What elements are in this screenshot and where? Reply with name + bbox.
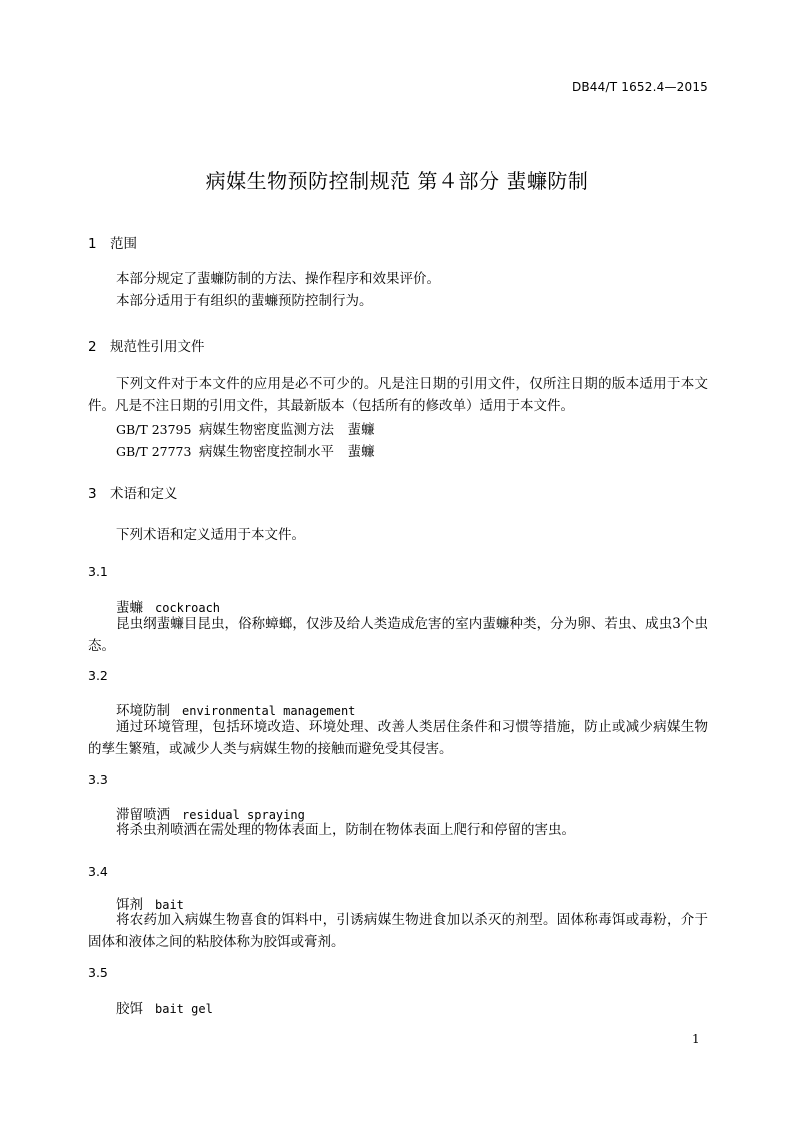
paragraph: 本部分规定了蜚蠊防制的方法、操作程序和效果评价。 [116,271,440,287]
term-number: 3.2 [88,668,108,683]
term-entry [116,803,305,823]
term-number: 3.1 [88,564,108,579]
section-title: 范围 [110,236,137,252]
term-definition: 将农药加入病媒生物喜食的饵料中，引诱病媒生物进食加以杀灭的剂型。固体称毒饵或毒粉，介于固体和液体之间的粘胶体称为胶饵或膏剂。 [88,912,708,950]
standard-code: DB44/T 1652.4—2015 [571,80,708,94]
term-entry [116,997,213,1017]
section-heading-2 [88,335,205,355]
section-heading-1 [88,232,137,252]
term-number: 3.3 [88,772,108,787]
term-zh: 蜚蠊 [116,600,143,616]
paragraph: 下列文件对于本文件的应用是必不可少的。凡是注日期的引用文件，仅所注日期的版本适用于本文件。凡是不注日期的引用文件，其最新版本（包括所有的修改单）适用于本文件。 [88,376,708,414]
term-zh: 环境防制 [116,703,170,719]
term-definition: 昆虫纲蜚蠊目昆虫，俗称蟑螂，仅涉及给人类造成危害的室内蜚蠊种类，分为卵、若虫、成虫3个虫态。 [88,616,708,654]
term-zh: 饵剂 [116,897,143,913]
term-en: cockroach [155,601,221,615]
term-number: 3.5 [88,965,108,980]
section-number: 1 [88,236,97,252]
reference-name: 病媒生物密度监测方法 蜚蠊 [199,422,375,438]
reference-name: 病媒生物密度控制水平 蜚蠊 [199,444,375,460]
term-en: residual spraying [182,808,305,822]
term-zh: 胶饵 [116,1001,143,1017]
section-number: 2 [88,339,97,355]
term-number: 3.4 [88,864,108,879]
section-title: 规范性引用文件 [110,339,205,355]
normative-reference [116,418,375,438]
section-heading-3 [88,482,178,502]
section-number: 3 [88,486,97,502]
paragraph: 下列术语和定义适用于本文件。 [116,527,305,543]
reference-code: GB/T 27773 [116,444,192,459]
paragraph: 本部分适用于有组织的蜚蠊预防控制行为。 [116,293,373,309]
normative-reference [116,440,375,460]
document-title: 病媒生物预防控制规范 第４部分 蜚蠊防制 [205,169,589,193]
page-number: 1 [692,1032,700,1046]
section-title: 术语和定义 [110,486,178,502]
reference-code: GB/T 23795 [116,422,192,437]
term-en: bait gel [155,1002,213,1016]
term-en: environmental management [182,704,356,718]
term-en: bait [155,898,184,912]
term-definition: 通过环境管理，包括环境改造、环境处理、改善人类居住条件和习惯等措施，防止或减少病媒生物的孳生繁殖，或减少人类与病媒生物的接触而避免受其侵害。 [88,719,708,757]
term-zh: 滞留喷洒 [116,807,170,823]
term-definition: 将杀虫剂喷洒在需处理的物体表面上，防制在物体表面上爬行和停留的害虫。 [116,822,575,838]
